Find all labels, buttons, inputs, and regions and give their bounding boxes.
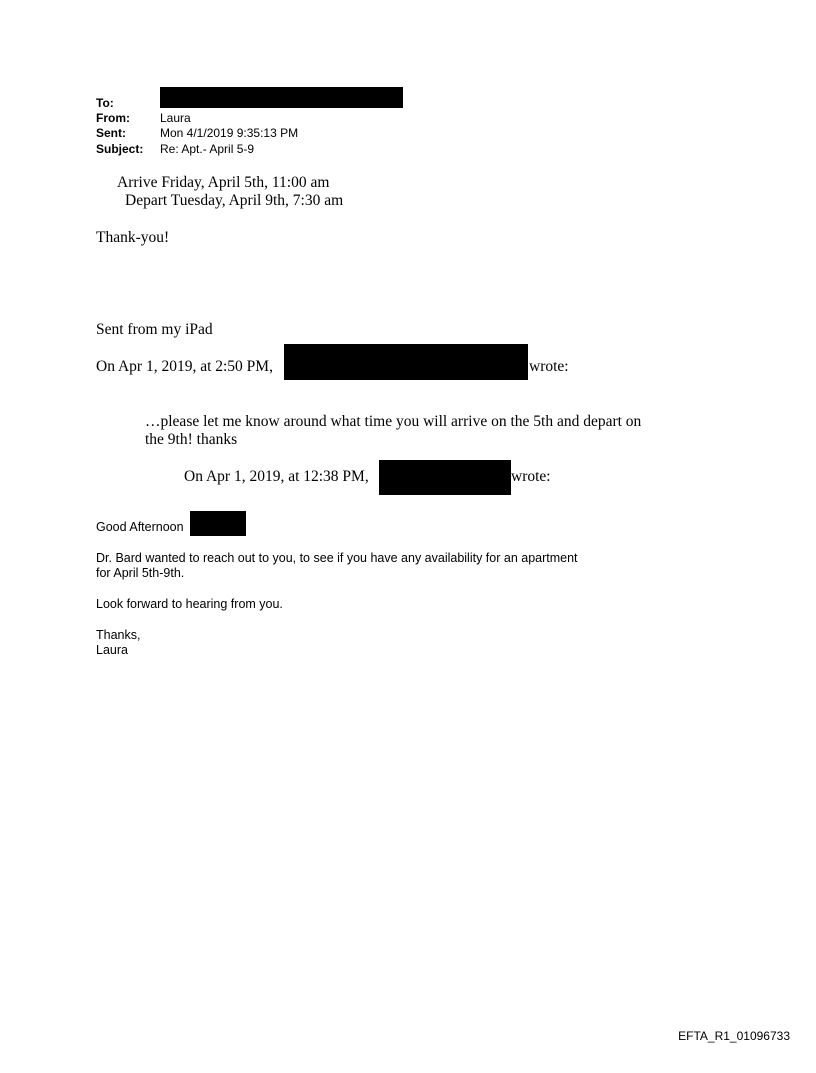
quoted1-line1: …please let me know around what time you will arrive on the 5th and depart on [145,413,642,430]
sent-from-signature: Sent from my iPad [96,321,213,338]
document-id: EFTA_R1_01096733 [678,1029,790,1043]
sent-label: Sent: [96,126,126,140]
signoff-name: Laura [96,643,128,657]
body-line2: for April 5th-9th. [96,566,185,580]
thanks-line: Thank-you! [96,229,170,246]
quote-wrote-1: wrote: [529,358,569,375]
quote-intro-2: On Apr 1, 2019, at 12:38 PM, [184,468,369,485]
redacted-sender-2 [379,460,511,495]
quote-intro-1: On Apr 1, 2019, at 2:50 PM, [96,358,273,375]
subject-value: Re: Apt.- April 5-9 [160,142,255,156]
greeting: Good Afternoon [96,520,184,534]
from-value: Laura [160,111,191,125]
body-line1: Dr. Bard wanted to reach out to you, to see if you have any availability for an apartment [96,551,578,565]
depart-line: Depart Tuesday, April 9th, 7:30 am [125,192,344,209]
to-label: To: [96,96,114,110]
redacted-to-address [160,87,403,108]
quoted1-line2: the 9th! thanks [145,431,238,448]
redacted-recipient-name [190,511,246,536]
arrive-line: Arrive Friday, April 5th, 11:00 am [117,174,330,191]
closing-line: Look forward to hearing from you. [96,597,283,611]
subject-label: Subject: [96,142,144,156]
from-label: From: [96,111,130,125]
redacted-sender-1 [284,344,528,380]
sent-value: Mon 4/1/2019 9:35:13 PM [160,126,299,140]
signoff: Thanks, [96,628,141,642]
quote-wrote-2: wrote: [511,468,551,485]
